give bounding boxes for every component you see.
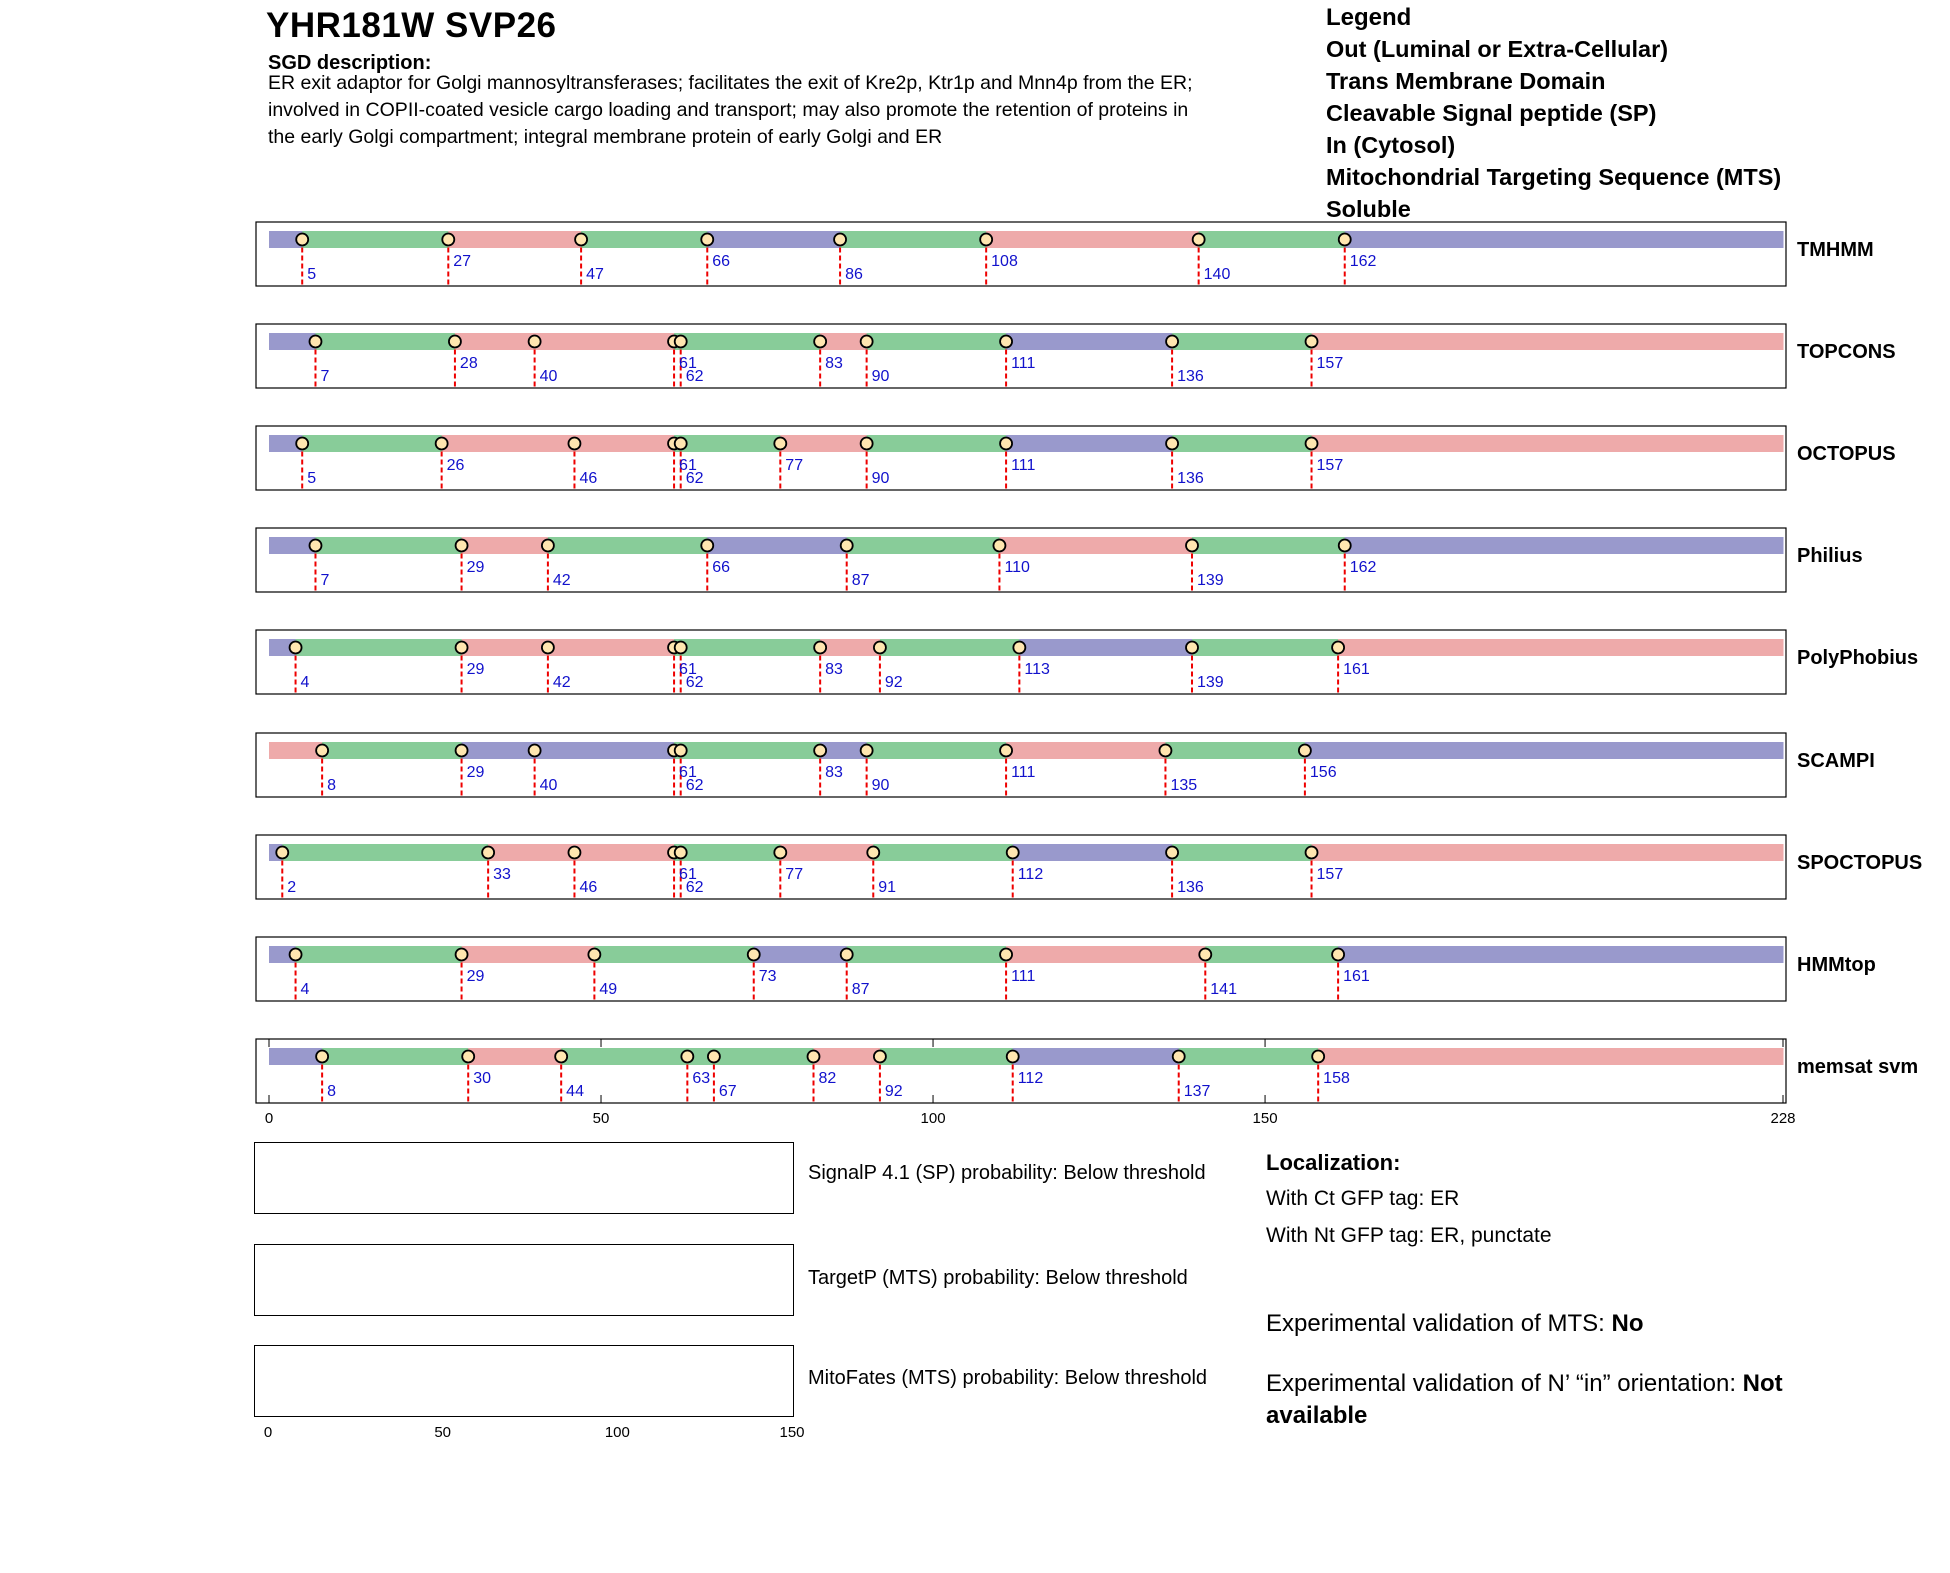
boundary-value: 113 [1024, 661, 1050, 678]
boundary-value: 111 [1011, 457, 1036, 474]
boundary-marker [701, 540, 713, 552]
boundary-marker [296, 234, 308, 246]
boundary-value: 8 [327, 777, 337, 794]
boundary-marker [1306, 336, 1318, 348]
localization-ct-gfp: With Ct GFP tag: ER [1266, 1187, 1460, 1210]
boundary-marker [290, 642, 302, 654]
boundary-marker [1193, 234, 1205, 246]
topology-segment [1345, 231, 1784, 248]
boundary-value: 139 [1197, 674, 1224, 691]
x-tick-label: 100 [920, 1110, 946, 1127]
boundary-value: 86 [845, 266, 863, 283]
boundary-marker [1186, 642, 1198, 654]
topology-segment [681, 742, 821, 759]
topology-segment [754, 946, 847, 963]
boundary-marker [1173, 1051, 1185, 1063]
boundary-marker [861, 745, 873, 757]
topology-segment [462, 946, 595, 963]
legend-item-mts: Mitochondrial Targeting Sequence (MTS) [1326, 164, 1782, 190]
boundary-value: 108 [991, 253, 1018, 270]
topology-segment [302, 435, 442, 452]
topology-segment [867, 333, 1007, 350]
topology-segment [1312, 333, 1784, 350]
targetp-panel [254, 1244, 794, 1316]
predictor-label: TMHMM [1797, 239, 1874, 261]
topology-segment [1006, 742, 1166, 759]
boundary-value: 46 [579, 470, 598, 487]
topology-segment [1192, 639, 1339, 656]
boundary-marker [449, 336, 461, 348]
topology-segment [873, 844, 1013, 861]
topology-segment [681, 435, 781, 452]
topology-segment [442, 435, 575, 452]
topology-segment [322, 1048, 469, 1065]
boundary-marker [529, 745, 541, 757]
boundary-value: 158 [1323, 1070, 1350, 1087]
topology-segment [1006, 946, 1206, 963]
boundary-value: 111 [1011, 355, 1036, 372]
topology-segment [462, 639, 549, 656]
legend-item-out: Out (Luminal or Extra-Cellular) [1326, 36, 1669, 62]
boundary-value: 161 [1343, 661, 1370, 678]
boundary-value: 26 [446, 457, 465, 474]
topology-segment [707, 231, 840, 248]
boundary-marker [1332, 642, 1344, 654]
boundary-value: 92 [884, 1083, 903, 1100]
topology-segment [714, 1048, 814, 1065]
topology-segment [535, 333, 675, 350]
topology-segment [1013, 1048, 1180, 1065]
boundary-value: 7 [320, 368, 330, 385]
prob-x-tick-label: 50 [434, 1424, 452, 1441]
description-heading: SGD description: [268, 52, 432, 74]
topology-segment [1338, 946, 1783, 963]
description-line: involved in COPII-coated vesicle cargo loading and transport; may also promote the retention of proteins in [268, 99, 1189, 121]
boundary-value: 87 [851, 572, 870, 589]
boundary-value: 90 [871, 777, 890, 794]
topology-segment [594, 946, 754, 963]
boundary-value: 161 [1343, 968, 1370, 985]
boundary-marker [442, 234, 454, 246]
signalp-panel [254, 1142, 794, 1214]
boundary-marker [808, 1051, 820, 1063]
boundary-value: 30 [473, 1070, 492, 1087]
boundary-value: 66 [712, 559, 731, 576]
x-tick-label: 0 [264, 1110, 274, 1127]
boundary-marker [568, 847, 580, 859]
topology-segment [448, 231, 581, 248]
topology-segment [840, 231, 987, 248]
boundary-marker [1339, 234, 1351, 246]
topology-segment [574, 435, 674, 452]
topology-segment [1338, 639, 1783, 656]
boundary-value: 42 [552, 572, 571, 589]
boundary-value: 46 [579, 879, 598, 896]
boundary-value: 61 [679, 661, 697, 678]
topology-segment [1305, 742, 1784, 759]
boundary-marker [708, 1051, 720, 1063]
predictor-label: OCTOPUS [1797, 443, 1896, 465]
boundary-value: 47 [586, 266, 604, 283]
topology-segment [581, 231, 708, 248]
boundary-value: 139 [1197, 572, 1224, 589]
predictor-label: PolyPhobius [1797, 647, 1919, 669]
prob-x-tick-label: 0 [263, 1424, 273, 1441]
boundary-value: 91 [878, 879, 897, 896]
predictor-label: SPOCTOPUS [1797, 852, 1923, 874]
boundary-marker [1000, 949, 1012, 961]
mts-validation-value: No [1611, 1310, 1644, 1337]
boundary-marker [1000, 438, 1012, 450]
topology-segment [681, 639, 821, 656]
topology-segment [880, 1048, 1013, 1065]
topology-segment [867, 742, 1007, 759]
boundary-marker [675, 847, 687, 859]
topology-segment [986, 231, 1199, 248]
boundary-marker [675, 745, 687, 757]
topology-segment [322, 742, 462, 759]
legend-item-sp: Cleavable Signal peptide (SP) [1326, 100, 1657, 126]
legend-item-tm: Trans Membrane Domain [1326, 68, 1606, 94]
boundary-value: 8 [327, 1083, 337, 1100]
topology-segment [1312, 435, 1784, 452]
boundary-value: 4 [300, 674, 310, 691]
boundary-marker [456, 540, 468, 552]
boundary-marker [555, 1051, 567, 1063]
boundary-marker [316, 1051, 328, 1063]
boundary-value: 61 [679, 457, 697, 474]
boundary-value: 28 [459, 355, 478, 372]
mitofates-panel [254, 1345, 794, 1417]
topology-segment [462, 537, 549, 554]
mitofates-label: MitoFates (MTS) probability: Below threshold [808, 1367, 1208, 1389]
boundary-marker [1312, 1051, 1324, 1063]
boundary-value: 4 [300, 981, 310, 998]
legend-item-soluble: Soluble [1326, 196, 1411, 222]
boundary-marker [309, 540, 321, 552]
boundary-value: 135 [1170, 777, 1198, 794]
boundary-value: 83 [825, 661, 843, 678]
topology-segment [1165, 742, 1305, 759]
boundary-value: 112 [1017, 1070, 1044, 1087]
boundary-value: 62 [685, 674, 704, 691]
boundary-marker [874, 642, 886, 654]
boundary-value: 141 [1210, 981, 1237, 998]
topology-segment [488, 844, 575, 861]
boundary-marker [529, 336, 541, 348]
boundary-marker [980, 234, 992, 246]
x-tick-label: 228 [1770, 1110, 1796, 1127]
topology-segment [1172, 333, 1312, 350]
topology-segment [548, 639, 675, 656]
boundary-marker [675, 438, 687, 450]
topology-segment [1199, 231, 1346, 248]
boundary-marker [1159, 745, 1171, 757]
topology-segment [1192, 537, 1345, 554]
boundary-value: 44 [566, 1083, 584, 1100]
boundary-value: 62 [685, 777, 704, 794]
boundary-value: 77 [785, 866, 804, 883]
orientation-validation-value: Not available [1266, 1370, 1783, 1429]
boundary-marker [814, 336, 826, 348]
boundary-marker [1306, 438, 1318, 450]
topology-segment [867, 435, 1007, 452]
boundary-value: 7 [320, 572, 330, 589]
boundary-value: 157 [1316, 355, 1344, 372]
boundary-marker [575, 234, 587, 246]
boundary-value: 112 [1017, 866, 1044, 883]
boundary-value: 29 [466, 661, 485, 678]
boundary-marker [1166, 336, 1178, 348]
boundary-value: 29 [466, 764, 485, 781]
legend-item-in: In (Cytosol) [1326, 132, 1456, 158]
boundary-marker [834, 234, 846, 246]
boundary-marker [456, 642, 468, 654]
boundary-marker [993, 540, 1005, 552]
boundary-value: 29 [466, 559, 485, 576]
boundary-value: 90 [871, 470, 890, 487]
topology-segment [999, 537, 1192, 554]
boundary-value: 40 [539, 368, 558, 385]
topology-segment [1205, 946, 1338, 963]
boundary-marker [701, 234, 713, 246]
topology-segment [1179, 1048, 1319, 1065]
topology-segment [296, 946, 463, 963]
boundary-value: 61 [679, 355, 697, 372]
topology-segment [468, 1048, 561, 1065]
boundary-marker [681, 1051, 693, 1063]
boundary-value: 92 [884, 674, 903, 691]
topology-segment [1172, 844, 1312, 861]
boundary-marker [1299, 745, 1311, 757]
topology-segment [574, 844, 674, 861]
boundary-marker [861, 438, 873, 450]
boundary-marker [1339, 540, 1351, 552]
mts-validation [1266, 1308, 1826, 1340]
boundary-marker [748, 949, 760, 961]
boundary-marker [1007, 847, 1019, 859]
boundary-marker [1000, 336, 1012, 348]
boundary-value: 111 [1011, 968, 1036, 985]
signalp-label: SignalP 4.1 (SP) probability: Below threshold [808, 1162, 1206, 1184]
boundary-marker [814, 642, 826, 654]
boundary-value: 157 [1316, 457, 1344, 474]
topology-segment [561, 1048, 688, 1065]
predictor-label: memsat svm [1797, 1056, 1919, 1078]
topology-segment [1172, 435, 1312, 452]
boundary-marker [1306, 847, 1318, 859]
topology-segment [820, 639, 880, 656]
boundary-marker [874, 1051, 886, 1063]
targetp-label: TargetP (MTS) probability: Below threshold [808, 1267, 1188, 1289]
topology-segment [880, 639, 1020, 656]
topology-segment [847, 537, 1000, 554]
predictor-label: SCAMPI [1797, 750, 1875, 772]
topology-segment [455, 333, 535, 350]
topology-segment [1345, 537, 1784, 554]
topology-segment [780, 844, 873, 861]
boundary-marker [675, 642, 687, 654]
boundary-marker [436, 438, 448, 450]
topology-segment [681, 844, 781, 861]
x-tick-label: 50 [592, 1110, 610, 1127]
boundary-marker [1007, 1051, 1019, 1063]
topology-segment [462, 742, 536, 759]
boundary-value: 137 [1183, 1083, 1211, 1100]
description-line: ER exit adaptor for Golgi mannosyltransferases; facilitates the exit of Kre2p, Ktr1p and Mnn4p from the ER; [268, 72, 1193, 94]
topology-segment [296, 639, 463, 656]
boundary-value: 162 [1349, 253, 1377, 270]
localization-heading: Localization: [1266, 1150, 1401, 1175]
topology-segment [548, 537, 708, 554]
boundary-value: 90 [871, 368, 890, 385]
boundary-value: 111 [1011, 764, 1036, 781]
boundary-value: 61 [679, 764, 697, 781]
boundary-value: 77 [785, 457, 804, 474]
topology-segment [282, 844, 488, 861]
predictor-label: TOPCONS [1797, 341, 1896, 363]
boundary-marker [1186, 540, 1198, 552]
topology-segment [707, 537, 847, 554]
boundary-marker [774, 847, 786, 859]
mts-validation-label: Experimental validation of MTS: [1266, 1310, 1612, 1337]
boundary-marker [462, 1051, 474, 1063]
page-title: YHR181W SVP26 [266, 6, 557, 45]
boundary-marker [841, 540, 853, 552]
topology-segment [302, 231, 449, 248]
boundary-marker [1332, 949, 1344, 961]
boundary-value: 62 [685, 470, 704, 487]
boundary-value: 2 [287, 879, 297, 896]
boundary-value: 62 [685, 879, 704, 896]
prob-x-tick-label: 100 [604, 1424, 630, 1441]
prob-x-tick-label: 150 [779, 1424, 805, 1441]
boundary-value: 33 [493, 866, 511, 883]
topology-segment [269, 1048, 323, 1065]
boundary-value: 29 [466, 968, 485, 985]
boundary-marker [861, 336, 873, 348]
topology-segment [847, 946, 1007, 963]
boundary-marker [456, 949, 468, 961]
boundary-marker [276, 847, 288, 859]
boundary-value: 136 [1177, 368, 1204, 385]
boundary-value: 83 [825, 764, 843, 781]
boundary-marker [675, 336, 687, 348]
boundary-marker [1013, 642, 1025, 654]
boundary-value: 62 [685, 368, 704, 385]
boundary-value: 83 [825, 355, 843, 372]
boundary-value: 73 [758, 968, 777, 985]
boundary-value: 140 [1203, 266, 1231, 283]
boundary-value: 61 [679, 866, 697, 883]
predictor-label: HMMtop [1797, 954, 1876, 976]
boundary-marker [542, 642, 554, 654]
topology-segment [1006, 435, 1173, 452]
boundary-value: 157 [1316, 866, 1344, 883]
boundary-marker [482, 847, 494, 859]
boundary-value: 87 [851, 981, 870, 998]
boundary-value: 136 [1177, 879, 1204, 896]
boundary-marker [867, 847, 879, 859]
boundary-marker [309, 336, 321, 348]
topology-segment [1019, 639, 1192, 656]
boundary-marker [1166, 438, 1178, 450]
localization-nt-gfp: With Nt GFP tag: ER, punctate [1266, 1224, 1552, 1247]
boundary-marker [774, 438, 786, 450]
boundary-marker [296, 438, 308, 450]
description-line: the early Golgi compartment; integral membrane protein of early Golgi and ER [268, 126, 943, 148]
boundary-value: 5 [307, 266, 317, 283]
boundary-value: 40 [539, 777, 558, 794]
boundary-value: 136 [1177, 470, 1204, 487]
boundary-marker [841, 949, 853, 961]
orientation-validation [1266, 1368, 1826, 1432]
boundary-marker [1199, 949, 1211, 961]
boundary-marker [456, 745, 468, 757]
boundary-value: 5 [307, 470, 317, 487]
boundary-value: 82 [818, 1070, 837, 1087]
topology-segment [681, 333, 821, 350]
boundary-marker [316, 745, 328, 757]
boundary-value: 27 [453, 253, 472, 270]
topology-segment [1006, 333, 1173, 350]
boundary-marker [542, 540, 554, 552]
predictor-label: Philius [1797, 545, 1863, 567]
boundary-marker [1166, 847, 1178, 859]
boundary-marker [588, 949, 600, 961]
boundary-value: 66 [712, 253, 731, 270]
boundary-value: 162 [1349, 559, 1377, 576]
topology-segment [269, 742, 323, 759]
topology-segment [1013, 844, 1173, 861]
boundary-value: 49 [599, 981, 618, 998]
topology-segment [1312, 844, 1784, 861]
topology-segment [315, 333, 455, 350]
boundary-marker [1000, 745, 1012, 757]
orientation-validation-label: Experimental validation of N’ “in” orientation: [1266, 1370, 1743, 1397]
boundary-value: 156 [1309, 764, 1337, 781]
topology-segment [1318, 1048, 1783, 1065]
boundary-marker [814, 745, 826, 757]
legend-title: Legend [1326, 4, 1412, 31]
boundary-value: 42 [552, 674, 571, 691]
topology-segment [315, 537, 462, 554]
boundary-value: 63 [692, 1070, 711, 1087]
boundary-marker [568, 438, 580, 450]
boundary-value: 110 [1004, 559, 1030, 576]
boundary-value: 67 [718, 1083, 737, 1100]
topology-segment [535, 742, 675, 759]
boundary-marker [290, 949, 302, 961]
topology-segment [814, 1048, 881, 1065]
x-tick-label: 150 [1252, 1110, 1278, 1127]
topology-segment [780, 435, 867, 452]
